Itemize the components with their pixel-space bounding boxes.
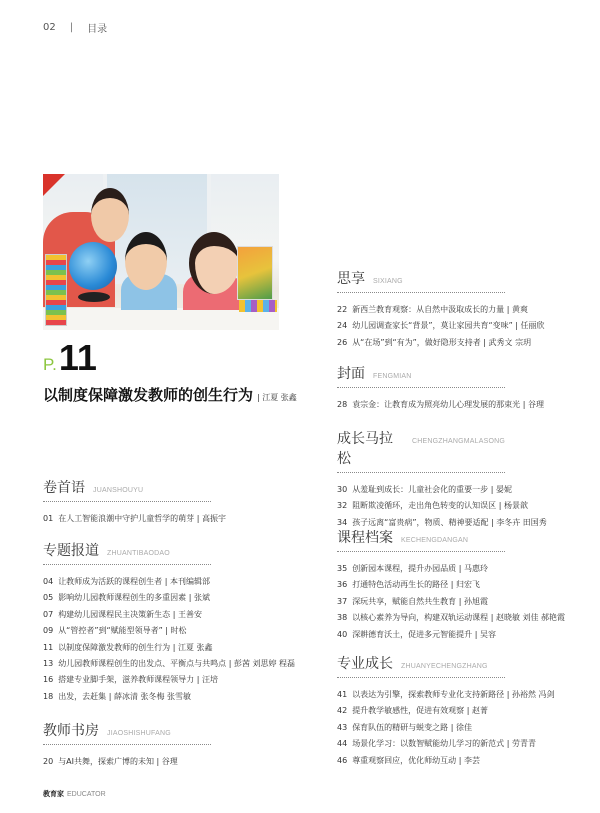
toc-item[interactable] xyxy=(337,397,544,413)
toc-item[interactable] xyxy=(337,318,545,334)
section-header xyxy=(43,477,211,502)
toc-title: 深耕德育沃土，促进多元智能提升 | 吴容 xyxy=(352,629,496,639)
toc-title: 新西兰教育观察：从自然中汲取成长的力量 | 黄爽 xyxy=(352,305,528,314)
toc-list xyxy=(337,302,545,351)
toc-page-number: 26 xyxy=(337,337,348,347)
toc-item[interactable] xyxy=(43,672,218,688)
toc-title: 构建幼儿园课程民主决策新生态 | 王善安 xyxy=(58,609,202,619)
section-title: 课程档案 xyxy=(337,530,393,546)
section-pinyin: KECHENGDANGAN xyxy=(401,537,469,544)
toc-title: 以核心素养为导向，构建双轨运动课程 | 赵晓敏 刘佳 郝艳霞 xyxy=(352,613,566,623)
section-pinyin: CHENGZHANGMALASONG xyxy=(411,438,505,445)
toc-item[interactable] xyxy=(337,610,566,626)
section-zhuanyechengzhang xyxy=(337,653,555,769)
toc-item[interactable] xyxy=(337,335,532,351)
toc-item[interactable] xyxy=(43,689,211,705)
toc-page-number: 28 xyxy=(337,400,348,409)
section-zhuantibaodao xyxy=(43,540,296,705)
toc-title: 幼儿园教师课程创生的出发点、平衡点与共鸣点 | 彭茜 刘思婷 程磊 xyxy=(58,659,296,669)
toc-page-number: 11 xyxy=(43,642,54,652)
photo-globe-stand xyxy=(78,292,110,302)
toc-title: 以制度保障激发教师的创生行为 | 江夏 张鑫 xyxy=(58,642,213,652)
section-label: 目录 xyxy=(87,24,108,35)
toc-page-number: 37 xyxy=(337,596,348,606)
toc-title: 搭建专业脚手架，滋养教师课程领导力 | 汪培 xyxy=(58,675,218,685)
toc-page-number: 46 xyxy=(337,755,348,765)
section-title: 专业成长 xyxy=(337,656,393,672)
toc-item[interactable] xyxy=(43,656,296,672)
toc-page-number: 01 xyxy=(43,514,54,523)
toc-title: 孩子远离“富贵病”，物质、精神要适配 | 李冬卉 田国秀 xyxy=(352,517,547,527)
section-header xyxy=(337,653,505,678)
toc-item[interactable] xyxy=(337,753,507,769)
section-chengzhangmalasong xyxy=(337,428,547,531)
toc-list xyxy=(337,561,566,643)
toc-item[interactable] xyxy=(43,640,211,656)
toc-title: 从“在场”到“有为”，做好隐形支持者 | 武秀文 宗玥 xyxy=(352,337,532,347)
toc-item[interactable] xyxy=(43,574,211,590)
toc-page-number: 32 xyxy=(337,501,348,511)
section-title: 专题报道 xyxy=(43,543,99,559)
section-pinyin: SIXIANG xyxy=(373,278,403,285)
section-header xyxy=(43,540,211,565)
toc-item[interactable] xyxy=(43,754,211,770)
toc-page-number: 09 xyxy=(43,626,54,636)
cover-photo xyxy=(43,174,279,330)
section-pinyin: ZHUANYECHENGZHANG xyxy=(401,663,488,670)
toc-title: 在人工智能浪潮中守护儿童哲学的萌芽 | 高振宇 xyxy=(58,514,226,523)
toc-page-number: 30 xyxy=(337,485,348,494)
toc-page-number: 41 xyxy=(337,690,348,699)
section-fengmian xyxy=(337,363,544,413)
featured-page xyxy=(43,337,297,378)
section-header xyxy=(337,268,505,293)
section-pinyin: JIAOSHISHUFANG xyxy=(107,730,171,737)
toc-item[interactable] xyxy=(337,498,528,514)
toc-list xyxy=(337,482,547,531)
toc-item[interactable] xyxy=(337,482,512,498)
toc-page-number: 18 xyxy=(43,691,54,701)
photo-girl-head xyxy=(189,232,239,294)
section-jiaoshishufang xyxy=(43,720,211,770)
section-header xyxy=(337,527,505,552)
toc-page-number: 35 xyxy=(337,564,348,573)
toc-item[interactable] xyxy=(337,736,536,752)
featured-article[interactable] xyxy=(43,337,297,405)
toc-title: 让教师成为活跃的课程创生者 | 本刊编辑部 xyxy=(58,577,210,586)
toc-item[interactable] xyxy=(43,511,226,527)
toc-title: 以表达为引擎，探索教师专业化支持新路径 | 孙裕然 冯剑 xyxy=(352,690,555,699)
toc-title: 从羞耻到成长：儿童社会化的重要一步 | 晏妮 xyxy=(352,485,512,494)
toc-title: 场景化学习：以数智赋能幼儿学习的新范式 | 劳青青 xyxy=(352,739,536,749)
section-pinyin: ZHUANTIBAODAO xyxy=(107,550,170,557)
section-title: 成长马拉松 xyxy=(337,431,393,467)
toc-title: 与AI共舞，探索广博的未知 | 谷理 xyxy=(58,757,178,766)
header-separator: | xyxy=(69,22,74,33)
section-kechengdangan xyxy=(337,527,566,643)
toc-title: 幼儿园调查家长“背景”，莫让家园共育“变味” | 任丽欣 xyxy=(352,321,545,331)
footer-brand: 教育家 xyxy=(43,790,64,798)
toc-page-number: 04 xyxy=(43,577,54,586)
toc-title: 尊重观察回应，优化师幼互动 | 李芸 xyxy=(352,755,480,765)
section-header xyxy=(43,720,211,745)
toc-page-number: 40 xyxy=(337,629,348,639)
toc-list xyxy=(43,574,296,705)
toc-item[interactable] xyxy=(337,687,555,703)
page-number: 02 xyxy=(43,22,56,33)
toc-item[interactable] xyxy=(337,577,507,593)
toc-item[interactable] xyxy=(337,561,507,577)
photo-blocks xyxy=(239,300,277,312)
toc-title: 打通特色活动再生长的路径 | 归宏飞 xyxy=(352,580,480,590)
section-title: 思享 xyxy=(337,271,365,287)
toc-title: 保育队伍的精研与蜕变之路 | 徐佳 xyxy=(352,722,472,732)
toc-page-number: 16 xyxy=(43,675,54,685)
toc-page-number: 05 xyxy=(43,593,54,603)
toc-list xyxy=(337,397,544,413)
toc-page-number: 38 xyxy=(337,613,348,623)
toc-item[interactable] xyxy=(337,302,528,318)
toc-page-number: 42 xyxy=(337,706,348,716)
toc-page-number: 20 xyxy=(43,757,54,766)
footer-brand-en: EDUCATOR xyxy=(67,791,106,798)
toc-title: 袁宗金：让教育成为照亮幼儿心理发展的那束光 | 谷理 xyxy=(352,400,544,409)
toc-title: 阻断欺凌循环，走出角色转变的认知误区 | 杨景歆 xyxy=(352,501,528,511)
footer xyxy=(43,789,106,799)
photo-abacus xyxy=(45,254,67,326)
section-sixiang xyxy=(337,268,545,351)
section-title: 卷首语 xyxy=(43,480,85,496)
toc-page-number: 43 xyxy=(337,722,348,732)
toc-item[interactable] xyxy=(337,703,507,719)
toc-list xyxy=(43,754,211,770)
toc-title: 从“管控者”到“赋能型领导者” | 时松 xyxy=(58,626,187,636)
corner-triangle xyxy=(43,174,65,196)
page-header xyxy=(43,20,107,35)
section-header xyxy=(337,428,505,473)
toc-title: 创新园本课程，提升办园品质 | 马惠玲 xyxy=(352,564,488,573)
toc-page-number: 22 xyxy=(337,305,348,314)
toc-page-number: 44 xyxy=(337,739,348,749)
toc-item[interactable] xyxy=(43,607,211,623)
toc-item[interactable] xyxy=(337,720,507,736)
page-prefix: P. xyxy=(43,355,57,374)
toc-page-number: 13 xyxy=(43,659,54,669)
toc-page-number: 07 xyxy=(43,609,54,619)
toc-item[interactable] xyxy=(43,623,211,639)
featured-authors: | 江夏 张鑫 xyxy=(257,393,297,402)
toc-item[interactable] xyxy=(337,627,507,643)
section-title: 封面 xyxy=(337,366,365,382)
photo-teacher-head xyxy=(91,188,129,242)
toc-item[interactable] xyxy=(43,590,211,606)
toc-page-number: 24 xyxy=(337,321,348,331)
toc-title: 出发，去赶集 | 薛冰清 张冬梅 张雪敏 xyxy=(58,691,192,701)
globe-icon xyxy=(69,242,117,290)
toc-title: 深玩共享，赋能自然共生教育 | 孙旭霞 xyxy=(352,596,488,606)
section-pinyin: FENGMIAN xyxy=(373,373,412,380)
featured-title: 以制度保障激发教师的创生行为 xyxy=(43,386,254,404)
photo-painting xyxy=(237,246,273,300)
section-pinyin: JUANSHOUYU xyxy=(93,487,144,494)
toc-list xyxy=(337,687,555,769)
section-title: 教师书房 xyxy=(43,723,99,739)
toc-page-number: 34 xyxy=(337,517,348,527)
photo-boy-head xyxy=(125,232,167,290)
toc-item[interactable] xyxy=(337,594,507,610)
featured-title-row xyxy=(43,384,297,405)
toc-page-number: 36 xyxy=(337,580,348,590)
section-header xyxy=(337,363,505,388)
toc-list xyxy=(43,511,226,527)
section-juanshouyu xyxy=(43,477,226,527)
featured-page-number: 11 xyxy=(58,337,97,378)
toc-title: 提升教学敏感性，促进有效观察 | 赵菁 xyxy=(352,706,488,716)
toc-title: 影响幼儿园教师课程创生的多重因素 | 张斌 xyxy=(58,593,210,603)
